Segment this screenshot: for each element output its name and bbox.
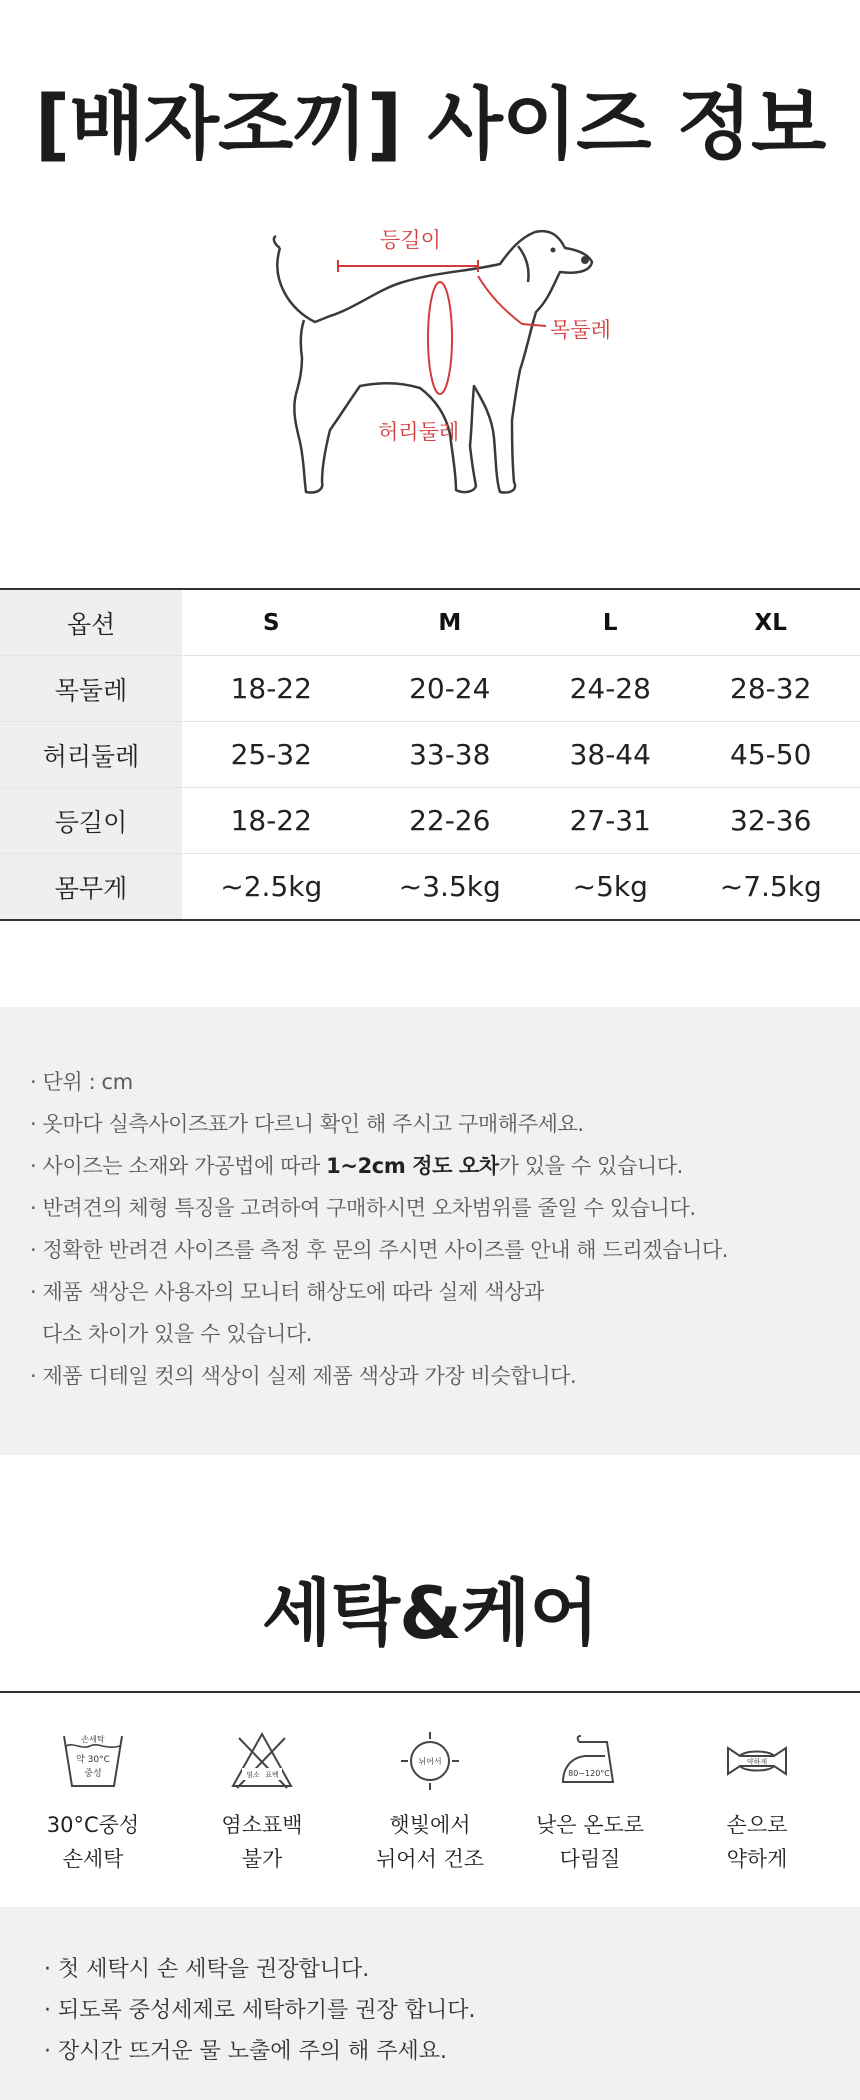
svg-text:중성: 중성 [84, 1769, 102, 1779]
dog-outline-icon [260, 220, 640, 510]
dry-in-shade-icon [395, 1730, 465, 1792]
table-header-row [0, 589, 860, 656]
table-row [0, 788, 860, 854]
note-item: · 정확한 반려견 사이즈를 측정 후 문의 주시면 사이즈를 안내 해 드리겠습니다. [30, 1238, 729, 1262]
care-title: 세탁&케어 [262, 1571, 598, 1655]
size-table [0, 588, 860, 921]
note-item: · 제품 디테일 컷의 색상이 실제 제품 색상과 가장 비슷합니다. [30, 1364, 577, 1388]
table-cell: 33-38 [361, 722, 540, 788]
table-cell: 45-50 [681, 722, 860, 788]
care-label [177, 1808, 347, 1876]
care-item-no-bleach [177, 1730, 347, 1876]
table-cell: ~3.5kg [398, 870, 501, 903]
svg-text:표백: 표백 [265, 1771, 279, 1779]
svg-text:염소: 염소 [246, 1771, 260, 1779]
table-cell: 38-44 [539, 722, 681, 788]
care-label [672, 1808, 842, 1876]
table-cell: 24-28 [539, 656, 681, 722]
table-cell: 18-22 [182, 788, 361, 854]
care-label-line2: 손세탁 [62, 1847, 124, 1871]
table-cell: 27-31 [539, 788, 681, 854]
care-label-line1: 낮은 온도로 [535, 1813, 645, 1837]
care-item-wring [672, 1730, 842, 1876]
table-cell: 22-26 [361, 788, 540, 854]
table-cell: 18-22 [182, 656, 361, 722]
low-iron-icon [555, 1730, 625, 1792]
care-label-line2: 약하게 [726, 1847, 788, 1871]
table-row [0, 722, 860, 788]
table-cell: 20-24 [361, 656, 540, 722]
note-item: · 단위 : cm [30, 1070, 133, 1094]
svg-text:80~120°C: 80~120°C [568, 1769, 610, 1778]
care-label-line1: 손으로 [726, 1813, 788, 1837]
svg-text:뉘어서: 뉘어서 [418, 1757, 442, 1766]
note-item: 다소 차이가 있을 수 있습니다. [42, 1322, 313, 1346]
row-label: 허리둘레 [0, 722, 182, 788]
back-length-label: 등길이 [380, 228, 441, 252]
notes-list [0, 1007, 860, 1397]
svg-text:손세탁: 손세탁 [81, 1735, 105, 1744]
care-note-item: · 장시간 뜨거운 물 노출에 주의 해 주세요. [44, 2039, 447, 2064]
care-notes-list [0, 1907, 860, 2072]
care-note-item: · 첫 세탁시 손 세탁을 권장합니다. [44, 1957, 370, 1982]
size-m-header: M [361, 589, 540, 656]
care-label-line2: 다림질 [559, 1847, 621, 1871]
size-l-header: L [539, 589, 681, 656]
care-item-iron [505, 1730, 675, 1876]
row-label: 몸무게 [0, 854, 182, 921]
care-note-item: · 되도록 중성세제로 세탁하기를 권장 합니다. [44, 1998, 476, 2023]
care-label-line1: 염소표백 [221, 1813, 303, 1837]
care-label-line2: 불가 [241, 1847, 283, 1871]
neck-label: 목둘레 [550, 318, 611, 342]
table-cell: 32-36 [681, 788, 860, 854]
svg-text:약 30°C: 약 30°C [76, 1755, 110, 1765]
care-label [345, 1808, 515, 1876]
care-label [505, 1808, 675, 1876]
note-text: 가 있을 수 있습니다. [498, 1154, 683, 1178]
option-header: 옵션 [0, 589, 182, 656]
note-item: · 반려견의 체형 특징을 고려하여 구매하시면 오차범위를 줄일 수 있습니다. [30, 1196, 696, 1220]
dog-measurement-diagram [260, 220, 640, 510]
care-label-line1: 30°C중성 [46, 1813, 140, 1837]
table-cell: ~7.5kg [719, 870, 822, 903]
row-label: 등길이 [0, 788, 182, 854]
care-label [8, 1808, 178, 1876]
care-label-line1: 햇빛에서 [389, 1813, 471, 1837]
care-icons-row [0, 1730, 860, 1890]
size-notes-box [0, 1007, 860, 1455]
table-cell: 28-32 [681, 656, 860, 722]
note-highlight: 1~2cm 정도 오차 [326, 1154, 499, 1178]
note-item [30, 1145, 860, 1187]
no-bleach-icon [227, 1730, 297, 1792]
care-notes-box [0, 1907, 860, 2100]
care-item-hand-wash [8, 1730, 178, 1876]
page-title: [배자조끼] 사이즈 정보 [34, 80, 826, 170]
note-item: · 옷마다 실측사이즈표가 다르니 확인 해 주시고 구매해주세요. [30, 1112, 584, 1136]
svg-text:약하게: 약하게 [746, 1758, 768, 1766]
size-s-header: S [182, 589, 361, 656]
gentle-wring-icon [722, 1730, 792, 1792]
care-label-line2: 뉘어서 건조 [375, 1847, 485, 1871]
table-row [0, 656, 860, 722]
table-row [0, 854, 860, 921]
note-item: · 제품 색상은 사용자의 모니터 해상도에 따라 실제 색상과 [30, 1280, 544, 1304]
care-item-dry [345, 1730, 515, 1876]
note-text: · 사이즈는 소재와 가공법에 따라 [30, 1154, 327, 1178]
divider [0, 1691, 860, 1693]
table-cell: 25-32 [182, 722, 361, 788]
hand-wash-30-icon [58, 1730, 128, 1792]
table-cell: ~2.5kg [220, 870, 323, 903]
table-cell: ~5kg [572, 870, 648, 903]
row-label: 목둘레 [0, 656, 182, 722]
waist-label: 허리둘레 [378, 420, 460, 444]
size-xl-header: XL [681, 589, 860, 656]
